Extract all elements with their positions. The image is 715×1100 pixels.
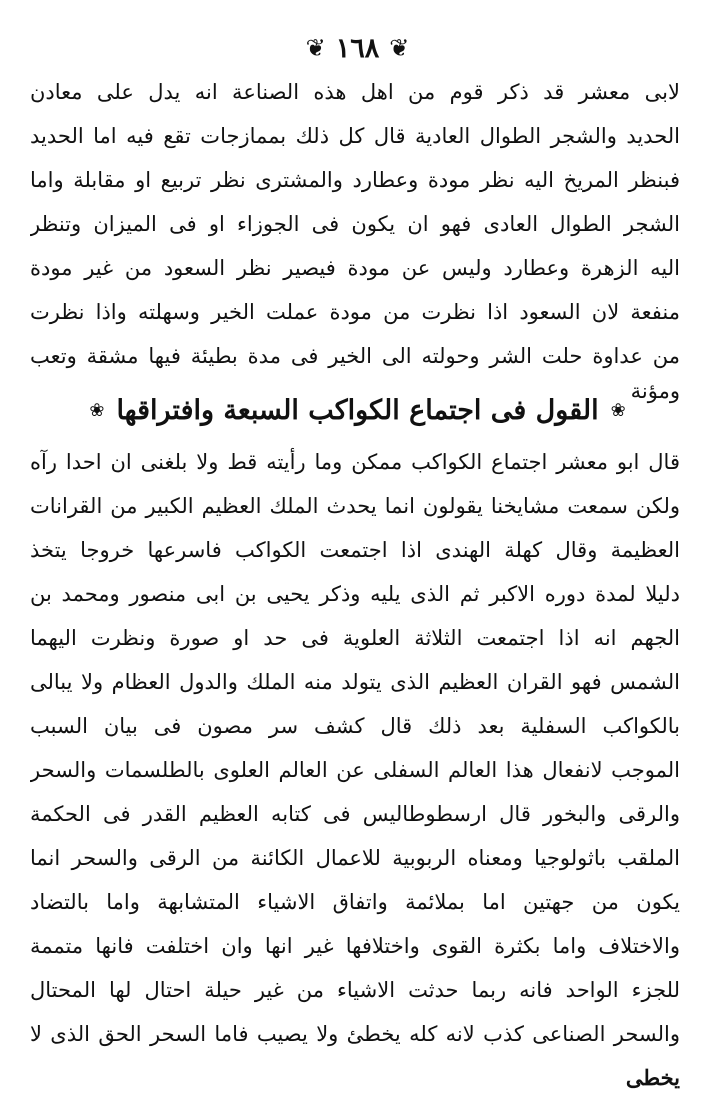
page-header: [0, 28, 715, 68]
text-line: الحديد والشجر الطوال العادية قال كل ذلك بممازجات تقع فيه اما الحديد: [30, 124, 680, 148]
paragraph-2: [30, 440, 680, 1100]
text-line: والاختلاف واما بكثرة القوى واختلافها غير انها وان اختلفت فانها متممة: [30, 934, 680, 958]
page-number: ١٦٨: [335, 32, 380, 64]
text-line: والرقى والبخور قال ارسطوطاليس فى كتابه العظيم القدر فى الحكمة: [30, 802, 680, 826]
text-line: قال ابو معشر اجتماع الكواكب ممكن وما رأيته قط ولا بلغنى ان احدا رآه: [30, 450, 680, 474]
text-line: الموجب لانفعال هذا العالم السفلى عن العالم العلوى بالطلسمات والسحر: [30, 758, 680, 782]
text-line: يخطى: [625, 1065, 680, 1090]
text-line: والسحر الصناعى كذب لانه كله يخطئ ولا يصيب فاما السحر الحق الذى لا: [30, 1022, 680, 1046]
text-line: بالكواكب السفلية بعد ذلك قال كشف سر مصون فى بيان السبب: [30, 714, 680, 738]
section-title: القول فى اجتماع الكواكب السبعة وافتراقها: [116, 394, 599, 426]
text-line: اليه الزهرة وعطارد وليس عن مودة فيصير نظر السعود من غير مودة: [30, 256, 680, 280]
text-line: الجهم انه اذا اجتمعت الثلاثة العلوية فى حد او صورة ونظرت اليهما: [30, 626, 680, 650]
text-line: ومؤنة: [630, 379, 680, 403]
header-ornament-right-icon: ❦: [389, 34, 410, 62]
text-line: فبنظر المريخ اليه نظر مودة وعطارد والمشترى نظر تربيع او مقابلة واما: [30, 168, 680, 192]
section-heading: [0, 385, 715, 435]
text-line: منفعة لان السعود اذا نظرت من مودة عملت الخير وسهلته واذا نظرت: [30, 300, 680, 324]
paragraph-1: [30, 70, 680, 408]
section-ornament-right-icon: ❀: [610, 399, 626, 421]
text-line: الملقب باثولوجيا ومعناه الربوبية للاعمال الكائنة من الرقى والسحر انما: [30, 846, 680, 870]
text-line: لابى معشر قد ذكر قوم من اهل هذه الصناعة انه يدل على معادن: [30, 80, 680, 104]
text-line: دليلا لمدة دوره الاكبر ثم الذى يليه وذكر يحيى بن ابى منصور ومحمد بن: [30, 582, 680, 606]
text-line: من عداوة حلت الشر وحولته الى الخير فى مدة بطيئة فيها مشقة وتعب: [30, 344, 680, 368]
header-ornament-left-icon: ❦: [305, 34, 326, 62]
text-line: ولكن سمعت مشايخنا يقولون انما يحدث الملك العظيم الكبير من القرانات: [30, 494, 680, 518]
section-ornament-left-icon: ❀: [89, 399, 105, 421]
text-line: للجزء الواحد فانه ربما حدثت الاشياء من غير حيلة احتال لها المحتال: [30, 978, 680, 1002]
text-line: العظيمة وقال كهلة الهندى اذا اجتمعت الكواكب فاسرعها خروجا يتخذ: [30, 538, 680, 562]
text-line: الشجر الطوال العادى فهو ان يكون فى الجوزاء او فى الميزان وتنظر: [30, 212, 680, 236]
text-line: يكون من جهتين اما بملائمة واتفاق الاشياء المتشابهة واما بالتضاد: [30, 890, 680, 914]
text-line: الشمس فهو القران العظيم الذى يتولد منه الملك والدول العظام ولا يبالى: [30, 670, 680, 694]
